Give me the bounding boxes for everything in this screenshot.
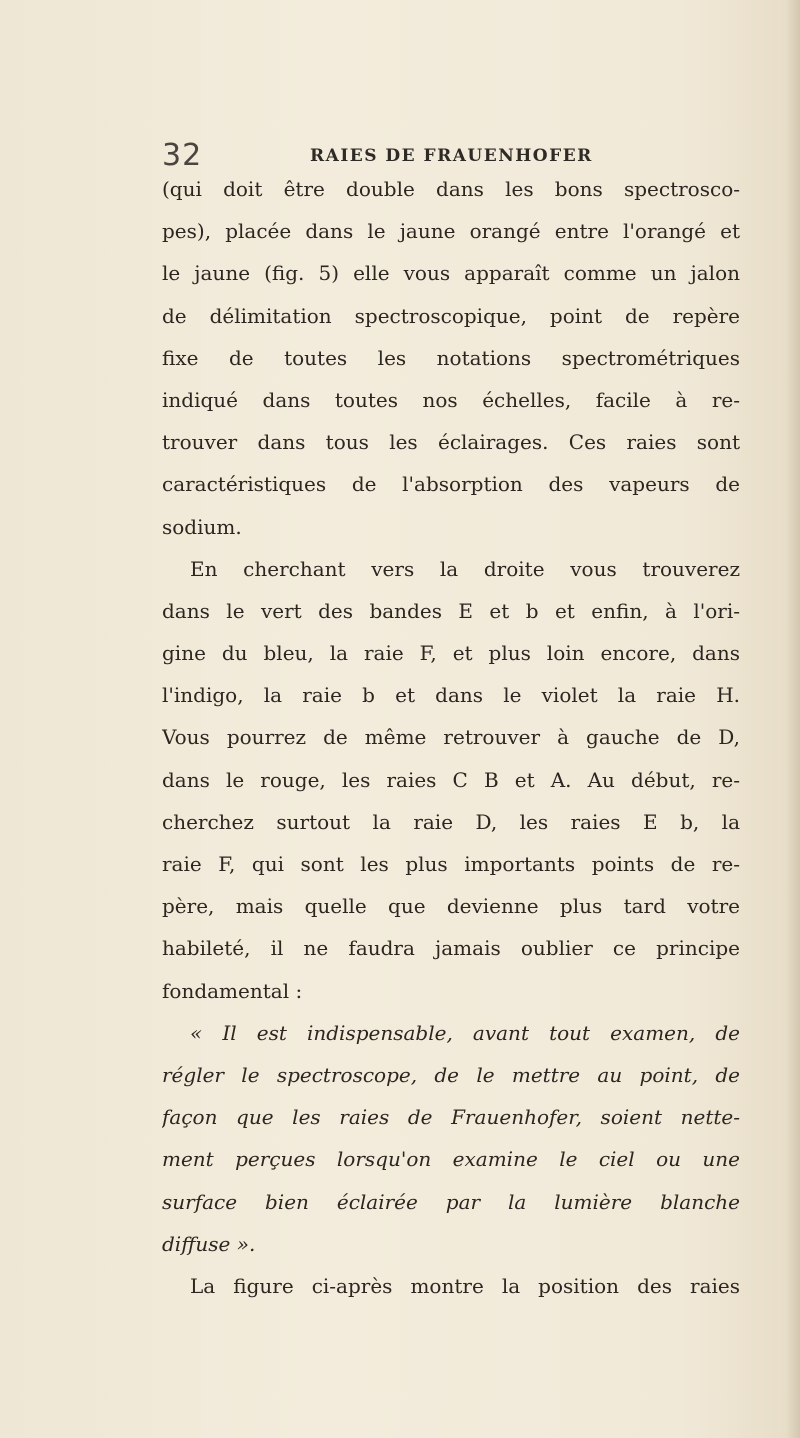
page-edge-shadow [786, 0, 800, 1438]
text-line: pes), placée dans le jaune orangé entre l'orangé et [162, 219, 740, 244]
text-line: père, mais quelle que devienne plus tard votre [162, 894, 740, 919]
quote-line: « Il est indispensable, avant tout examen, de [190, 1020, 740, 1045]
text-line: de délimitation spectroscopique, point de repère [162, 303, 740, 328]
text-line: cherchez surtout la raie D, les raies E b, la [162, 809, 740, 834]
body-text [162, 168, 740, 1307]
quote-line: diffuse ». [162, 1231, 256, 1256]
text-line: raie F, qui sont les plus importants points de re- [162, 852, 740, 876]
text-line: indiqué dans toutes nos échelles, facile à re- [162, 387, 740, 412]
text-line: dans le vert des bandes E et b et enfin, à l'ori- [162, 598, 740, 623]
text-line: trouver dans tous les éclairages. Ces raies sont [162, 430, 740, 455]
text-line: fondamental : [162, 978, 303, 1003]
page-number: 32 [162, 138, 203, 173]
quote-line: surface bien éclairée par la lumière blanche [162, 1189, 740, 1214]
text-line: gine du bleu, la raie F, et plus loin encore, dans [162, 641, 740, 666]
text-line: sodium. [162, 514, 242, 539]
paragraph-start-line: En cherchant vers la droite vous trouverez [190, 556, 740, 581]
quote-line: régler le spectroscope, de le mettre au point, de [162, 1062, 740, 1087]
text-line: fixe de toutes les notations spectrométriques [162, 345, 740, 370]
text-line: le jaune (fig. 5) elle vous apparaît comme un jalon [162, 261, 740, 286]
text-line: (qui doit être double dans les bons spectrosco- [162, 177, 740, 201]
text-line: l'indigo, la raie b et dans le violet la raie H. [162, 683, 740, 708]
quote-line: façon que les raies de Frauenhofer, soient nette- [162, 1105, 740, 1130]
running-title: RAIES DE FRAUENHOFER [310, 146, 593, 166]
text-line: caractéristiques de l'absorption des vapeurs de [162, 472, 740, 497]
quote-line: ment perçues lorsqu'on examine le ciel ou une [162, 1147, 740, 1172]
text-line: habileté, il ne faudra jamais oublier ce principe [162, 936, 740, 961]
text-line: Vous pourrez de même retrouver à gauche de D, [162, 725, 740, 750]
text-line: dans le rouge, les raies C B et A. Au début, re- [162, 767, 740, 792]
paragraph-start-line: La figure ci-après montre la position des raies [190, 1273, 740, 1298]
